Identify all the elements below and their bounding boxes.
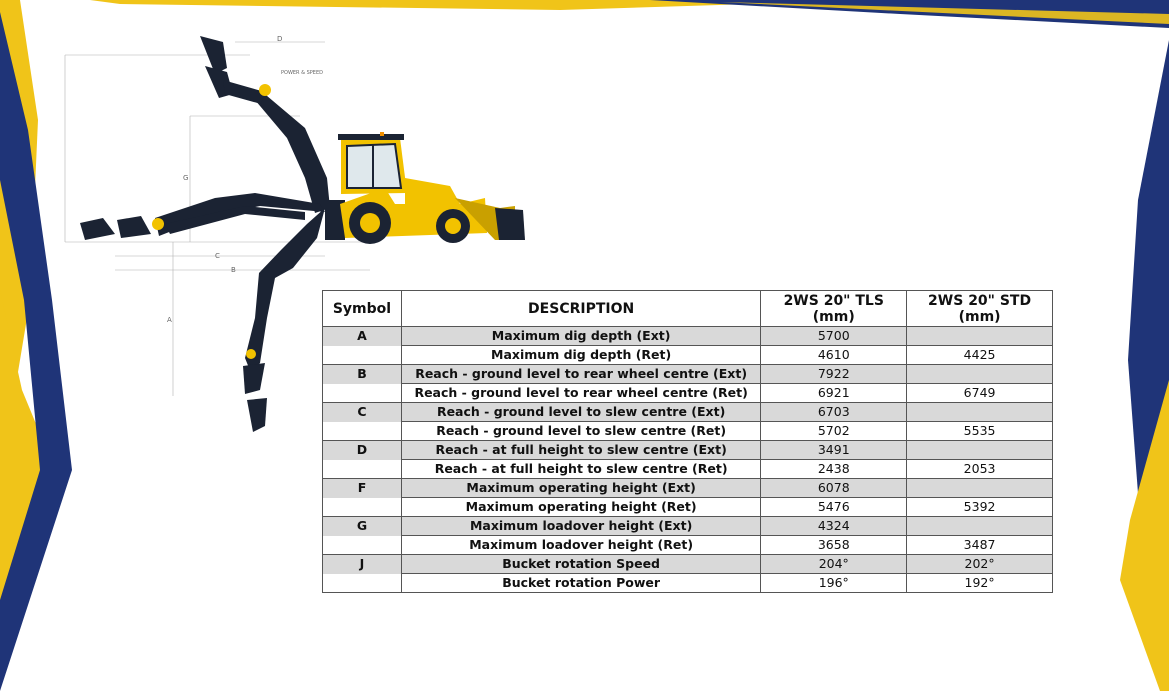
- table-row: [323, 517, 1053, 536]
- label-d: D: [277, 35, 283, 43]
- table-header-row: [323, 291, 1053, 327]
- table-row: [323, 327, 1053, 346]
- tls-value-cell: 5476: [761, 498, 907, 517]
- std-value-cell: [907, 365, 1053, 384]
- header-tls: [761, 291, 907, 327]
- symbol-cell: [323, 574, 402, 593]
- description-cell: Reach - ground level to rear wheel centre (Ext): [401, 365, 760, 384]
- table-row: [323, 365, 1053, 384]
- std-value-cell: 192°: [907, 574, 1053, 593]
- description-cell: Reach - ground level to rear wheel centre (Ret): [401, 384, 760, 403]
- description-cell: Reach - at full height to slew centre (Ext): [401, 441, 760, 460]
- description-cell: Reach - ground level to slew centre (Ext): [401, 403, 760, 422]
- tls-value-cell: 6921: [761, 384, 907, 403]
- table-row: [323, 460, 1053, 479]
- tls-value-cell: 5702: [761, 422, 907, 441]
- description-cell: Reach - ground level to slew centre (Ret): [401, 422, 760, 441]
- std-value-cell: 5535: [907, 422, 1053, 441]
- symbol-cell: J: [323, 555, 402, 574]
- table-row: [323, 384, 1053, 403]
- raised-arm: [200, 36, 330, 213]
- table-row: [323, 403, 1053, 422]
- std-value-cell: 6749: [907, 384, 1053, 403]
- table-row: [323, 346, 1053, 365]
- table-row: [323, 479, 1053, 498]
- tls-value-cell: 3491: [761, 441, 907, 460]
- header-std-text: 2WS 20" STD (mm): [928, 292, 1032, 325]
- backhoe-machine: [325, 132, 525, 244]
- description-cell: Bucket rotation Speed: [401, 555, 760, 574]
- symbol-cell: D: [323, 441, 402, 460]
- tls-value-cell: 5700: [761, 327, 907, 346]
- symbol-cell: [323, 498, 402, 517]
- std-value-cell: 5392: [907, 498, 1053, 517]
- table-row: [323, 441, 1053, 460]
- tls-value-cell: 6078: [761, 479, 907, 498]
- symbol-cell: [323, 460, 402, 479]
- description-cell: Maximum dig depth (Ret): [401, 346, 760, 365]
- symbol-cell: B: [323, 365, 402, 384]
- description-cell: Maximum loadover height (Ext): [401, 517, 760, 536]
- std-value-cell: [907, 517, 1053, 536]
- std-value-cell: [907, 441, 1053, 460]
- symbol-cell: A: [323, 327, 402, 346]
- description-cell: Maximum loadover height (Ret): [401, 536, 760, 555]
- label-a: A: [167, 316, 172, 324]
- horizontal-arm: [80, 193, 325, 240]
- lowered-arm: [243, 208, 325, 432]
- symbol-cell: C: [323, 403, 402, 422]
- symbol-cell: G: [323, 517, 402, 536]
- header-symbol: Symbol: [323, 291, 402, 327]
- table-row: [323, 422, 1053, 441]
- tls-value-cell: 204°: [761, 555, 907, 574]
- description-cell: Maximum operating height (Ext): [401, 479, 760, 498]
- tls-value-cell: 3658: [761, 536, 907, 555]
- std-value-cell: 2053: [907, 460, 1053, 479]
- table-row: [323, 536, 1053, 555]
- description-cell: Maximum dig depth (Ext): [401, 327, 760, 346]
- header-tls-text: 2WS 20" TLS (mm): [783, 292, 884, 325]
- symbol-cell: F: [323, 479, 402, 498]
- header-std: [907, 291, 1053, 327]
- header-description: DESCRIPTION: [401, 291, 760, 327]
- std-value-cell: 3487: [907, 536, 1053, 555]
- std-value-cell: 4425: [907, 346, 1053, 365]
- table-row: [323, 574, 1053, 593]
- tls-value-cell: 4324: [761, 517, 907, 536]
- symbol-cell: [323, 422, 402, 441]
- tls-value-cell: 6703: [761, 403, 907, 422]
- tls-value-cell: 7922: [761, 365, 907, 384]
- std-value-cell: [907, 327, 1053, 346]
- description-cell: Maximum operating height (Ret): [401, 498, 760, 517]
- tls-value-cell: 4610: [761, 346, 907, 365]
- std-value-cell: 202°: [907, 555, 1053, 574]
- specification-table: [322, 290, 1053, 593]
- symbol-cell: [323, 346, 402, 365]
- label-power-speed: POWER & SPEED: [281, 70, 323, 76]
- description-cell: Bucket rotation Power: [401, 574, 760, 593]
- label-c: C: [215, 252, 220, 260]
- label-b: B: [231, 266, 236, 274]
- symbol-cell: [323, 536, 402, 555]
- description-cell: Reach - at full height to slew centre (Ret): [401, 460, 760, 479]
- symbol-cell: [323, 384, 402, 403]
- table-row: [323, 555, 1053, 574]
- std-value-cell: [907, 479, 1053, 498]
- table-row: [323, 498, 1053, 517]
- label-g: G: [183, 174, 189, 182]
- tls-value-cell: 2438: [761, 460, 907, 479]
- tls-value-cell: 196°: [761, 574, 907, 593]
- std-value-cell: [907, 403, 1053, 422]
